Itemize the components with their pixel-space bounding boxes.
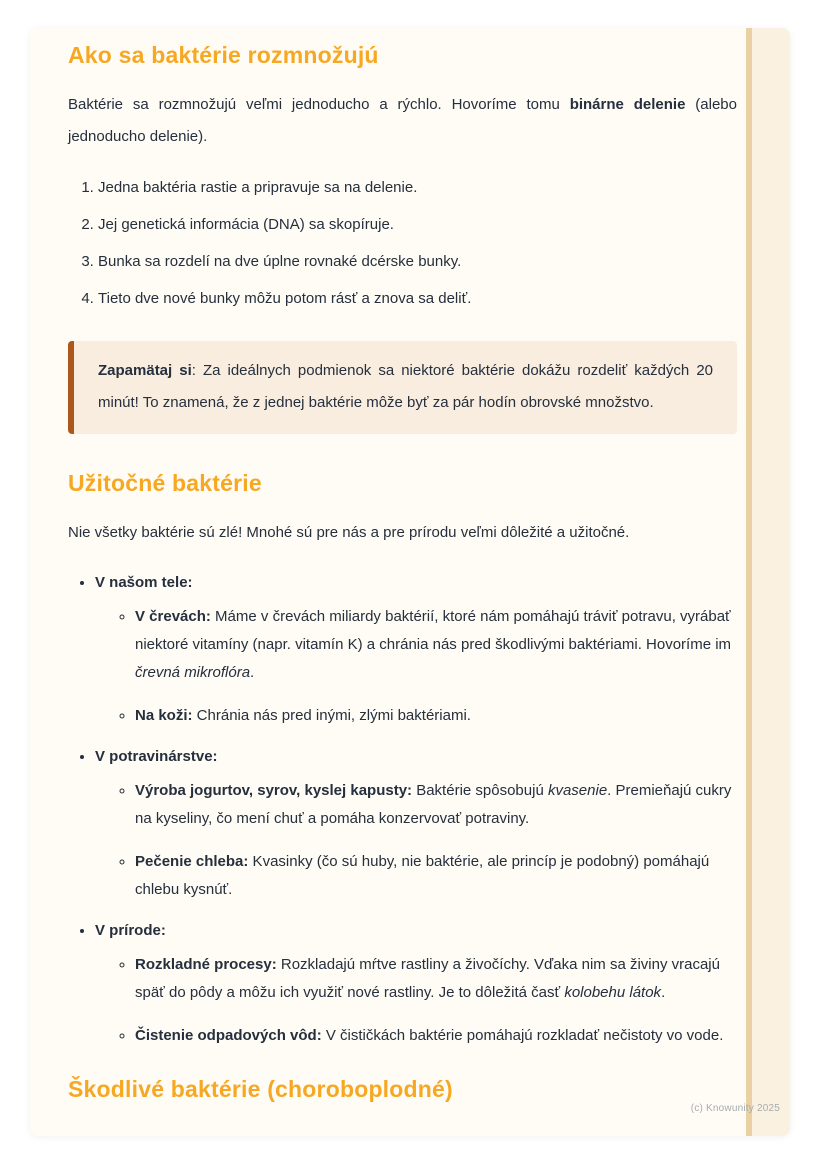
sub-item-lead: Rozkladné procesy: (135, 955, 277, 973)
section-title-reproduction: Ako sa baktérie rozmnožujú (68, 42, 379, 68)
sub-item-lead: V črevách: (135, 607, 211, 625)
sub-item-lead: Na koži: (135, 706, 193, 724)
sub-item-text: Máme v črevách miliardy baktérií, ktoré nám pomáhajú tráviť potravu, vyrábať niektoré vitamíny (napr. vitamín K) a chránia nás pred škodlivými baktériami. Hovoríme im (135, 607, 732, 653)
sub-item-lead: Výroba jogurtov, syrov, kyslej kapusty: (135, 781, 413, 799)
binary-fission-steps-list (68, 176, 737, 311)
list-item: 4. Tieto dve nové bunky môžu potom rásť a znova sa deliť. (98, 287, 737, 311)
sub-item-italic: kvasenie (547, 781, 608, 799)
sub-list (95, 951, 737, 1050)
sub-item-lead: Pečenie chleba: (135, 852, 249, 870)
sub-item-lead: Čistenie odpadových vôd: (135, 1026, 322, 1044)
list-item: 1. Jedna baktéria rastie a pripravuje sa na delenie. (98, 176, 737, 200)
sub-item-text: Chránia nás pred inými, zlými baktériami. (192, 706, 471, 724)
sub-list (95, 603, 737, 730)
group-label: V potravinárstve: (95, 747, 218, 765)
list-item: 3. Bunka sa rozdelí na dve úplne rovnaké dcérske bunky. (98, 250, 737, 274)
sub-item-tail: . (250, 663, 255, 681)
list-item (135, 603, 737, 687)
list-item (135, 951, 737, 1007)
section-title-useful-bacteria: Užitočné baktérie (68, 470, 262, 496)
list-item (135, 777, 737, 833)
list-item: 2. Jej genetická informácia (DNA) sa skopíruje. (98, 213, 737, 237)
sub-item-italic: črevná mikroflóra (135, 663, 251, 681)
sub-item-tail: . (661, 983, 666, 1001)
list-item (135, 1022, 737, 1050)
callout-text: : Za ideálnych podmienok sa niektoré baktérie dokážu rozdeliť každých 20 minút! To znamená, že z jednej baktérie môže byť za pár hodín obrovské množstvo. (98, 362, 713, 411)
remember-callout-box (68, 341, 737, 434)
intro-text-bold: binárne delenie (569, 96, 686, 113)
intro-text-post: (alebo jednoducho delenie). (68, 96, 737, 145)
useful-bacteria-list (68, 571, 737, 1051)
list-item (135, 848, 737, 904)
reproduction-intro-paragraph (68, 89, 737, 152)
group-label: V našom tele: (95, 573, 193, 591)
section-title-harmful-bacteria: Škodlivé baktérie (choroboplodné) (68, 1076, 453, 1103)
sub-item-italic: kolobehu látok (564, 983, 662, 1001)
page-content (30, 28, 790, 1103)
sub-item-tail: . Premieňajú cukry na kyseliny, čo mení chuť a pomáha konzervovať potraviny. (135, 781, 732, 827)
intro-text-pre: Baktérie sa rozmnožujú veľmi jednoducho a rýchlo. Hovoríme tomu (68, 96, 570, 113)
document-page (30, 28, 790, 1136)
list-item (95, 745, 737, 904)
list-item (95, 571, 737, 730)
sub-item-text: Baktérie spôsobujú (412, 781, 548, 799)
sub-item-text: Rozkladajú mŕtve rastliny a živočíchy. Vďaka nim sa živiny vracajú späť do pôdy a môžu ich využiť nové rastliny. Je to dôležitá časť (135, 955, 720, 1001)
copyright-footer: (c) Knowunity 2025 (690, 1103, 780, 1114)
sub-item-text: Kvasinky (čo sú huby, nie baktérie, ale princíp je podobný) pomáhajú chlebu kysnúť. (135, 852, 710, 898)
group-label: V prírode: (95, 921, 166, 939)
list-item (135, 702, 737, 730)
sub-list (95, 777, 737, 904)
callout-lead: Zapamätaj si (98, 362, 192, 379)
sub-item-text: V čističkách baktérie pomáhajú rozkladať nečistoty vo vode. (321, 1026, 724, 1044)
useful-bacteria-intro-paragraph: Nie všetky baktérie sú zlé! Mnohé sú pre nás a pre prírodu veľmi dôležité a užitočné. (68, 524, 630, 541)
list-item (95, 919, 737, 1050)
